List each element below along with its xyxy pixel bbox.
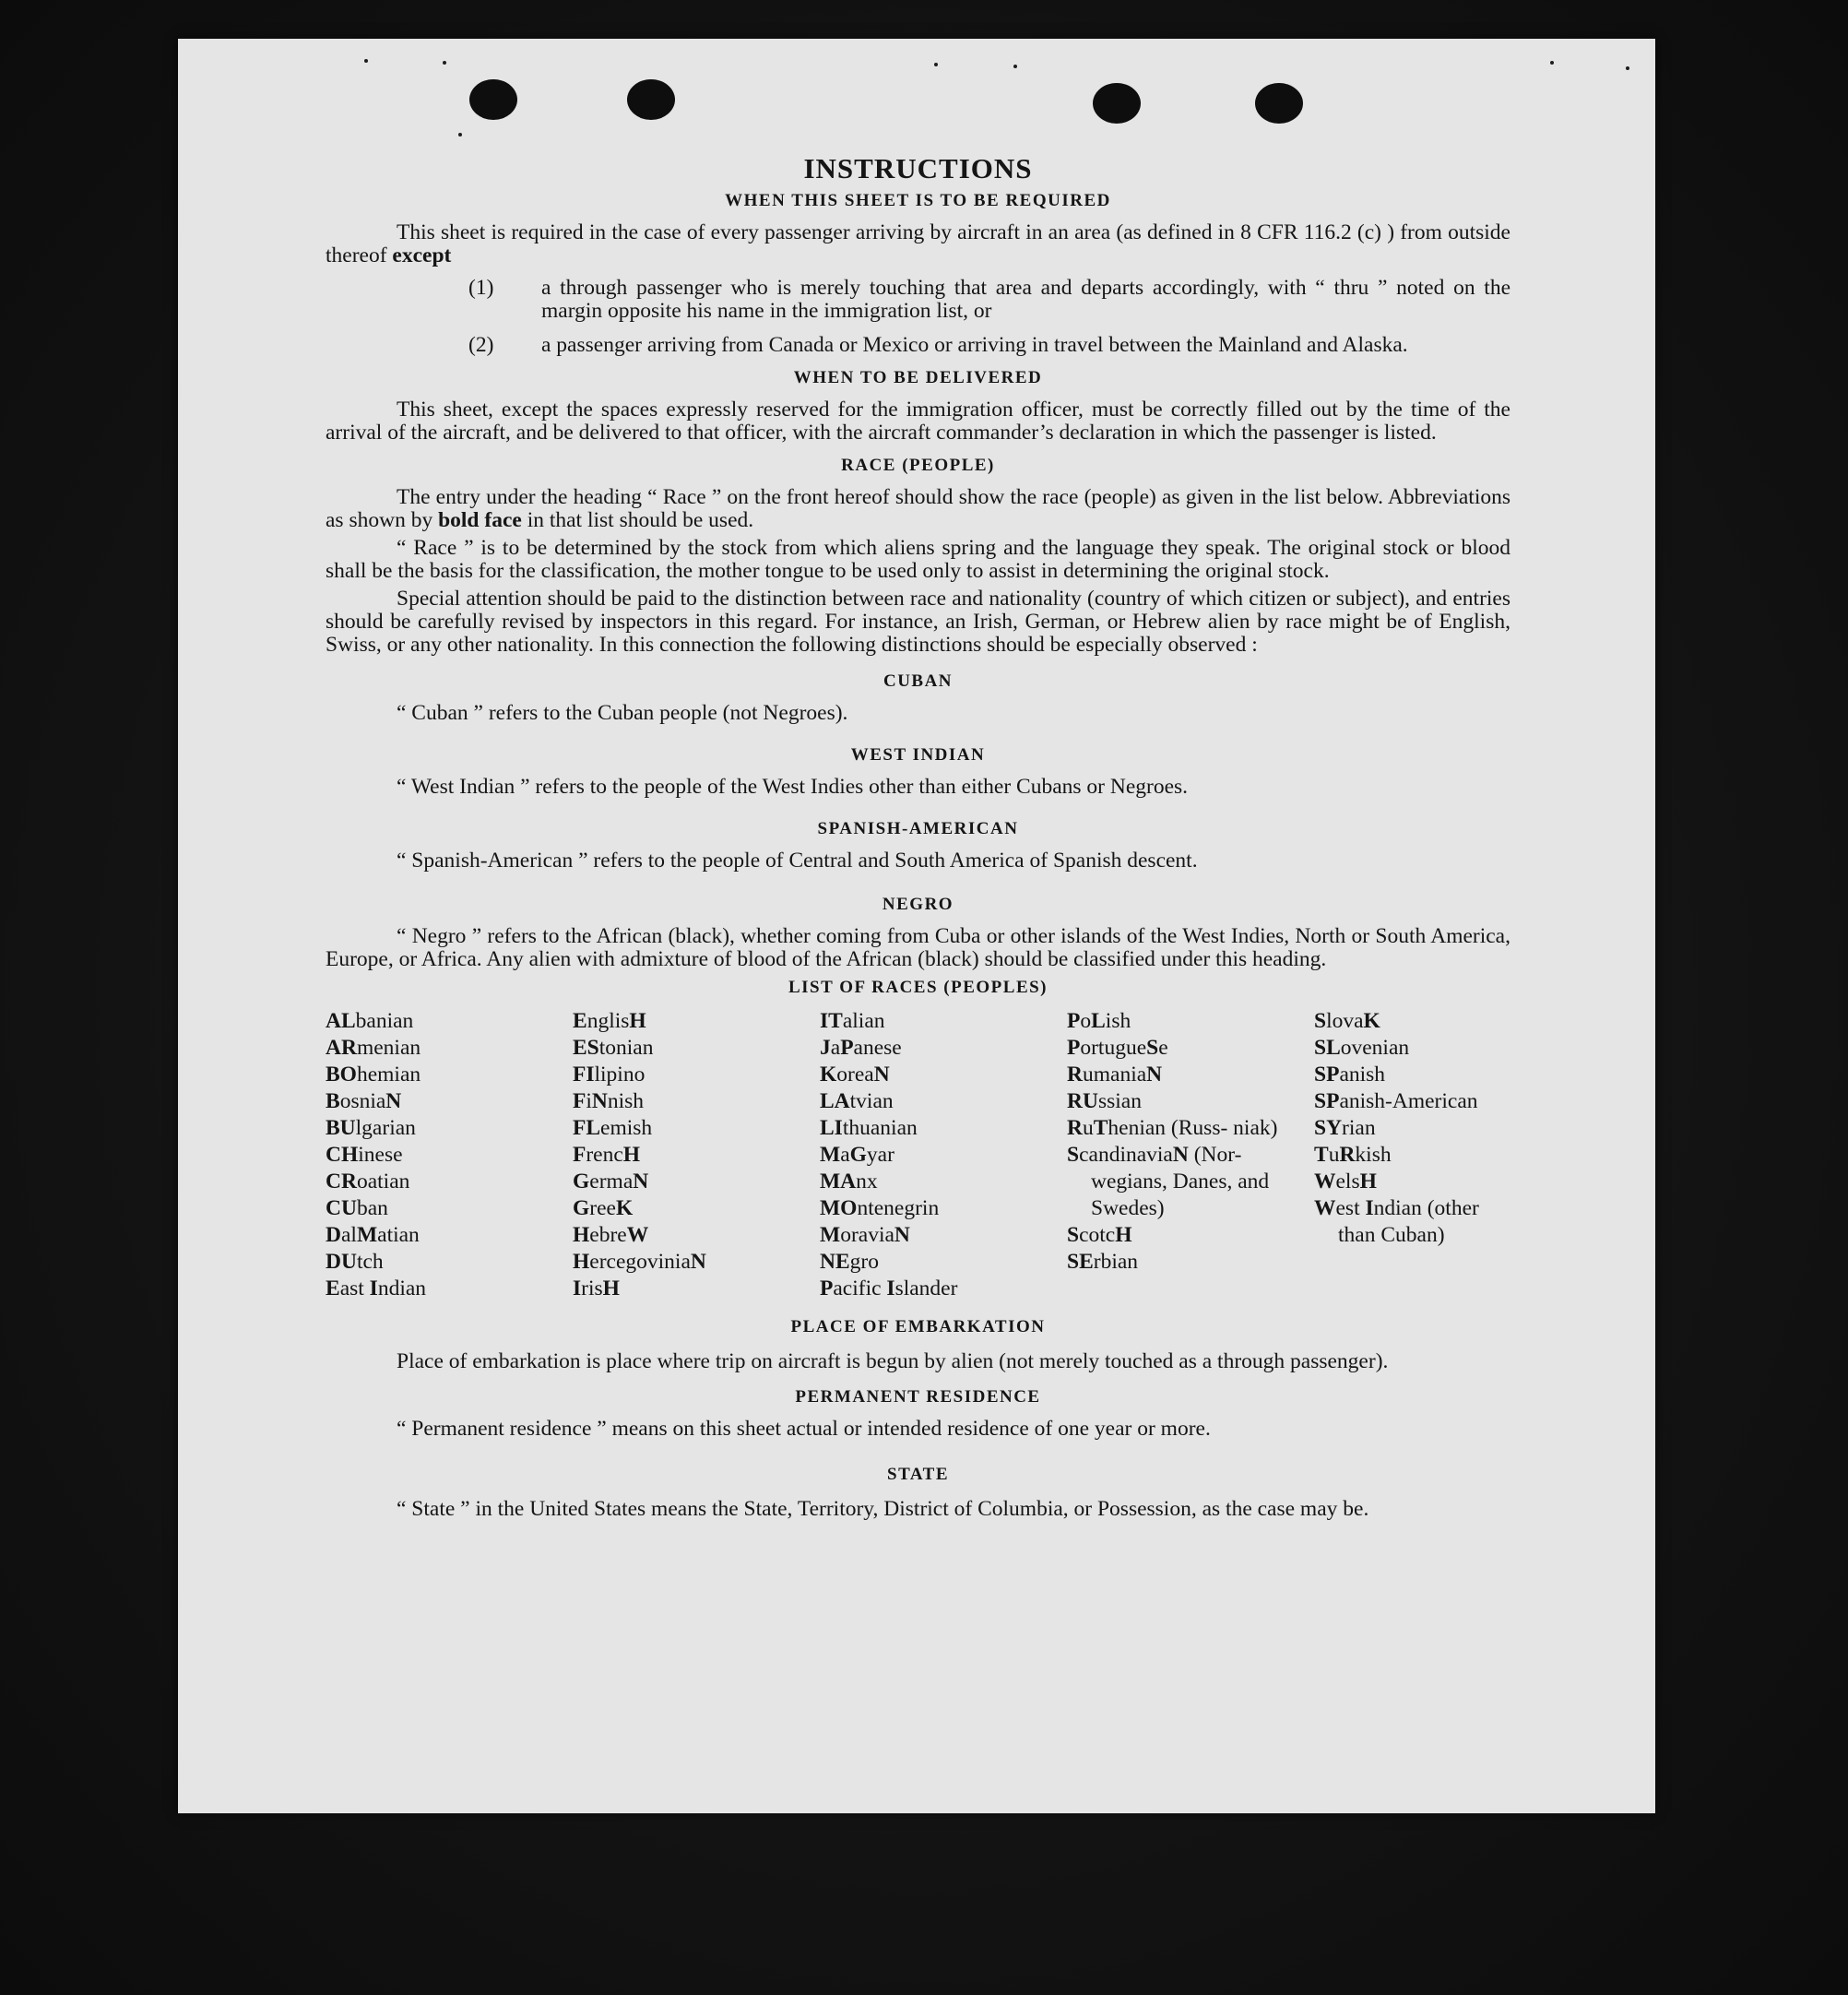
race-entry [1067,1142,1314,1222]
race-entry [326,1276,573,1302]
paragraph: “ Cuban ” refers to the Cuban people (not Negroes). [397,701,848,725]
list-item [326,334,1510,357]
race-entry [326,1142,573,1169]
race-text: ree [589,1196,616,1220]
punch-hole [1255,83,1303,124]
race-entry [573,1249,820,1276]
speck [1550,61,1554,65]
speck [443,61,446,65]
race-text: lgarian [355,1116,416,1140]
race-column [1314,1008,1510,1302]
race-entry [326,1169,573,1195]
race-abbreviation: AL [326,1009,356,1033]
race-abbreviation: K [615,1196,634,1220]
race-text: a [840,1143,850,1167]
race-text: banian [355,1009,414,1033]
race-text: ovenian [1340,1036,1410,1060]
race-abbreviation: P [840,1036,854,1060]
race-column [1067,1008,1314,1302]
race-entry [573,1169,820,1195]
race-entry [573,1115,820,1142]
race-abbreviation: M [356,1223,378,1247]
race-text: yar [866,1143,894,1167]
race-text: renc [586,1143,623,1167]
race-text: ris [581,1277,603,1300]
race-abbreviation: D [326,1223,341,1247]
race-abbreviation: T [1093,1116,1108,1140]
race-text: tvian [849,1089,894,1113]
paragraph-text: The entry under the heading “ Race ” on the front hereof should show the race (people) as given in the list below. Abbreviations as shown by [326,485,1510,532]
section-heading: RACE (PEOPLE) [841,456,995,475]
page-title: INSTRUCTIONS [803,152,1033,184]
race-entry [573,1008,820,1035]
race-abbreviation: W [626,1223,649,1247]
race-abbreviation: M [820,1223,841,1247]
race-entry [1314,1035,1510,1062]
race-text: ssian [1097,1089,1142,1113]
race-abbreviation: SP [1314,1089,1340,1113]
race-abbreviation: N [873,1063,890,1087]
race-abbreviation: S [1146,1036,1159,1060]
race-text: alian [842,1009,885,1033]
race-text: rian [1342,1116,1376,1140]
race-text: oravia [840,1223,894,1247]
speck [1013,65,1017,68]
punch-hole [1093,83,1141,124]
race-entry [326,1062,573,1088]
race-abbreviation: SP [1314,1063,1340,1087]
race-text: menian [356,1036,421,1060]
race-text: tch [356,1250,384,1274]
race-text: ortugue [1080,1036,1147,1060]
race-entry [1314,1062,1510,1088]
race-abbreviation: E [573,1009,587,1033]
race-entry [820,1035,1067,1062]
race-entry [1067,1062,1314,1088]
paragraph: “ Spanish-American ” refers to the people of Central and South America of Spanish descent. [397,849,1198,873]
race-abbreviation: BU [326,1116,356,1140]
race-entry [820,1169,1067,1195]
paragraph: Special attention should be paid to the distinction between race and nationality (country of which citizen or subject), and entries should be carefully revised by inspectors in this regard. For instance, an Irish, German, or Hebrew alien by race might be of English, Swiss, or any other nationality. In this connection the following distinctions should be especially observed : [326,587,1510,657]
speck [934,63,938,66]
race-entry [573,1276,820,1302]
race-entry [820,1115,1067,1142]
race-text: cotc [1079,1223,1116,1247]
race-abbreviation: K [820,1063,837,1087]
race-abbreviation: H [1115,1223,1132,1247]
race-abbreviation: NE [820,1250,850,1274]
race-abbreviation: W [1314,1170,1336,1193]
race-abbreviation: AR [326,1036,357,1060]
race-text: ast [339,1277,370,1300]
race-entry [573,1062,820,1088]
race-entry [1314,1169,1510,1195]
race-entry [326,1195,573,1222]
item-number: (2) [468,333,494,357]
race-text: acific [833,1277,887,1300]
race-abbreviation: I [1365,1196,1374,1220]
race-abbreviation: P [820,1277,834,1300]
item-text: a passenger arriving from Canada or Mexico or arriving in travel between the Mainland and Alaska. [541,333,1408,357]
race-text: emish [600,1116,653,1140]
race-column [326,1008,573,1302]
race-entry [573,1142,820,1169]
item-text: a through passenger who is merely touching that area and departs accordingly, with “ thru ” noted on the margin opposite his name in the immigration list, or [541,276,1510,323]
race-abbreviation: S [1314,1009,1327,1033]
race-abbreviation: P [1067,1036,1081,1060]
section-heading: WHEN TO BE DELIVERED [793,368,1043,387]
race-entry [820,1249,1067,1276]
race-text: nx [856,1170,878,1193]
speck [364,59,368,63]
race-text: umania [1082,1063,1147,1087]
race-text: gro [849,1250,879,1274]
paragraph [326,486,1510,532]
race-abbreviation: S [1067,1143,1080,1167]
race-text: al [340,1223,357,1247]
race-entry [326,1088,573,1115]
race-abbreviation: MA [820,1170,857,1193]
race-text: slander [894,1277,958,1300]
race-abbreviation: N [591,1089,608,1113]
race-text: nish [607,1089,645,1113]
race-abbreviation: E [326,1277,340,1300]
race-abbreviation: R [1339,1143,1356,1167]
race-abbreviation: CH [326,1143,359,1167]
race-abbreviation: H [1359,1170,1377,1193]
race-abbreviation: MO [820,1196,858,1220]
race-text: kish [1355,1143,1392,1167]
race-text: osnia [339,1089,386,1113]
race-entry [1067,1035,1314,1062]
section-heading: STATE [887,1465,949,1484]
race-entry [573,1222,820,1249]
race-entry [820,1195,1067,1222]
race-abbreviation: FI [573,1063,595,1087]
race-abbreviation: R [1067,1116,1083,1140]
race-abbreviation: S [1067,1223,1080,1247]
race-text: tonian [598,1036,654,1060]
race-abbreviation: FL [573,1116,601,1140]
race-text: candinavia [1079,1143,1173,1167]
section-heading: WEST INDIAN [850,745,986,765]
race-entry [1314,1195,1510,1249]
paragraph: This sheet, except the spaces expressly reserved for the immigration officer, must be correctly filled out by the time of the arrival of the aircraft, and be delivered to that officer, with the aircraft commander’s declaration in which the passenger is listed. [326,398,1510,445]
section-heading: LIST OF RACES (PEOPLES) [788,978,1048,997]
race-text: henian (Russ- niak) [1108,1116,1278,1140]
race-abbreviation: CU [326,1196,357,1220]
race-text: ndian (other than Cuban) [1338,1196,1479,1247]
race-abbreviation: N [385,1089,402,1113]
race-entry [820,1222,1067,1249]
paragraph-text: in that list should be used. [527,508,754,532]
race-entry [326,1115,573,1142]
race-text: ban [356,1196,388,1220]
race-abbreviation: H [573,1250,590,1274]
race-abbreviation: N [633,1170,649,1193]
paragraph: “ Permanent residence ” means on this sheet actual or intended residence of one year or more. [397,1417,1211,1441]
list-item [326,277,1510,323]
race-abbreviation: W [1314,1196,1336,1220]
race-abbreviation: CR [326,1170,357,1193]
race-abbreviation: H [602,1277,620,1300]
race-abbreviation: N [894,1223,910,1247]
race-abbreviation: N [690,1250,706,1274]
race-abbreviation: H [573,1223,590,1247]
race-abbreviation: BO [326,1063,357,1087]
paragraph: “ West Indian ” refers to the people of the West Indies other than either Cubans or Negroes. [397,775,1189,799]
race-abbreviation: LA [820,1089,850,1113]
race-entry [1067,1008,1314,1035]
race-abbreviation: P [1067,1009,1081,1033]
race-column [820,1008,1067,1302]
bold-text: bold face [438,508,522,532]
race-text: orea [836,1063,874,1087]
race-entry [326,1008,573,1035]
item-number: (1) [468,276,494,300]
paragraph: “ Race ” is to be determined by the stock from which aliens spring and the language they speak. The original stock or blood shall be the basis for the classification, the mother tongue to be used only to assist in determining the original stock. [326,536,1510,583]
race-abbreviation: T [1314,1143,1329,1167]
race-entry [326,1035,573,1062]
speck [458,133,462,137]
section-heading: PERMANENT RESIDENCE [795,1387,1041,1407]
race-text: erma [589,1170,634,1193]
race-entry [1067,1222,1314,1249]
bold-text: except [392,243,452,267]
race-abbreviation: B [326,1089,340,1113]
race-abbreviation: I [886,1277,895,1300]
race-entry [820,1276,1067,1302]
section-heading: CUBAN [883,671,954,691]
race-text: ercegovinia [589,1250,691,1274]
race-abbreviation: R [1067,1063,1083,1087]
race-text: hemian [356,1063,421,1087]
paragraph: “ State ” in the United States means the State, Territory, District of Columbia, or Possession, as the case may be. [397,1497,1369,1521]
race-text: anish-American [1339,1089,1478,1113]
race-abbreviation: F [573,1089,586,1113]
race-text: est [1335,1196,1366,1220]
speck [1626,66,1629,70]
race-text: inese [358,1143,403,1167]
race-entry [820,1008,1067,1035]
race-abbreviation: RU [1067,1089,1098,1113]
race-abbreviation: H [622,1143,641,1167]
race-abbreviation: N [1146,1063,1163,1087]
race-abbreviation: SE [1067,1250,1094,1274]
race-text: i [586,1089,592,1113]
race-text: e [1158,1036,1168,1060]
instruction-sheet [178,39,1655,1813]
race-text: lipino [594,1063,646,1087]
sheet-content [326,152,1510,1528]
race-text: rbian [1093,1250,1139,1274]
paragraph-text: This sheet is required in the case of every passenger arriving by aircraft in an area (as defined in 8 CFR 116.2 (c) ) from outside thereof [326,220,1510,267]
race-entry [1067,1249,1314,1276]
race-text: nglis [586,1009,630,1033]
race-entry [326,1249,573,1276]
race-text: els [1335,1170,1360,1193]
section-heading: SPANISH-AMERICAN [817,819,1019,838]
race-text: anish [1339,1063,1386,1087]
race-abbreviation: G [849,1143,867,1167]
race-abbreviation: H [629,1009,646,1033]
race-text: ndian [377,1277,427,1300]
race-text: ebre [589,1223,627,1247]
race-abbreviation: I [369,1277,378,1300]
punch-hole [627,79,675,120]
race-entry [326,1222,573,1249]
race-abbreviation: DU [326,1250,357,1274]
race-text: ish [1105,1009,1131,1033]
race-text: anese [853,1036,902,1060]
race-text: oatian [356,1170,410,1193]
paragraph: Place of embarkation is place where trip on aircraft is begun by alien (not merely touched as a through passenger). [397,1349,1389,1373]
race-text: ntenegrin [857,1196,940,1220]
race-abbreviation: SY [1314,1116,1343,1140]
race-abbreviation: G [573,1196,590,1220]
race-abbreviation: LI [820,1116,843,1140]
race-entry [1067,1115,1314,1142]
race-text: a [830,1036,841,1060]
punch-hole [469,79,517,120]
race-entry [820,1088,1067,1115]
race-entry [573,1035,820,1062]
race-text: atian [377,1223,420,1247]
paragraph: “ Negro ” refers to the African (black), whether coming from Cuba or other islands of the West Indies, North or South America, Europe, or Africa. Any alien with admixture of blood of the African (black) should be classified under this heading. [326,924,1510,971]
race-entry [573,1195,820,1222]
race-entry [1314,1142,1510,1169]
race-abbreviation: G [573,1170,590,1193]
race-entry [1067,1088,1314,1115]
race-text: u [1082,1116,1094,1140]
race-abbreviation: F [573,1143,586,1167]
race-text: u [1328,1143,1340,1167]
race-text: o [1080,1009,1092,1033]
race-abbreviation: K [1363,1009,1380,1033]
race-abbreviation: M [820,1143,841,1167]
race-entry [1314,1008,1510,1035]
race-list [326,1008,1510,1302]
race-entry [820,1142,1067,1169]
section-heading: NEGRO [882,895,954,914]
race-text: thuanian [842,1116,918,1140]
section-heading: WHEN THIS SHEET IS TO BE REQUIRED [725,191,1111,210]
race-entry [820,1062,1067,1088]
race-abbreviation: N [1172,1143,1189,1167]
race-abbreviation: J [820,1036,831,1060]
section-heading: PLACE OF EMBARKATION [790,1317,1046,1336]
race-column [573,1008,820,1302]
paragraph [326,221,1510,267]
race-entry [573,1088,820,1115]
race-text: (Nor- wegians, Danes, and Swedes) [1091,1143,1270,1220]
race-abbreviation: IT [820,1009,843,1033]
race-abbreviation: SL [1314,1036,1341,1060]
race-abbreviation: ES [573,1036,599,1060]
race-entry [1314,1115,1510,1142]
race-entry [1314,1088,1510,1115]
race-text: lova [1326,1009,1364,1033]
race-abbreviation: L [1091,1009,1106,1033]
race-abbreviation: I [573,1277,582,1300]
